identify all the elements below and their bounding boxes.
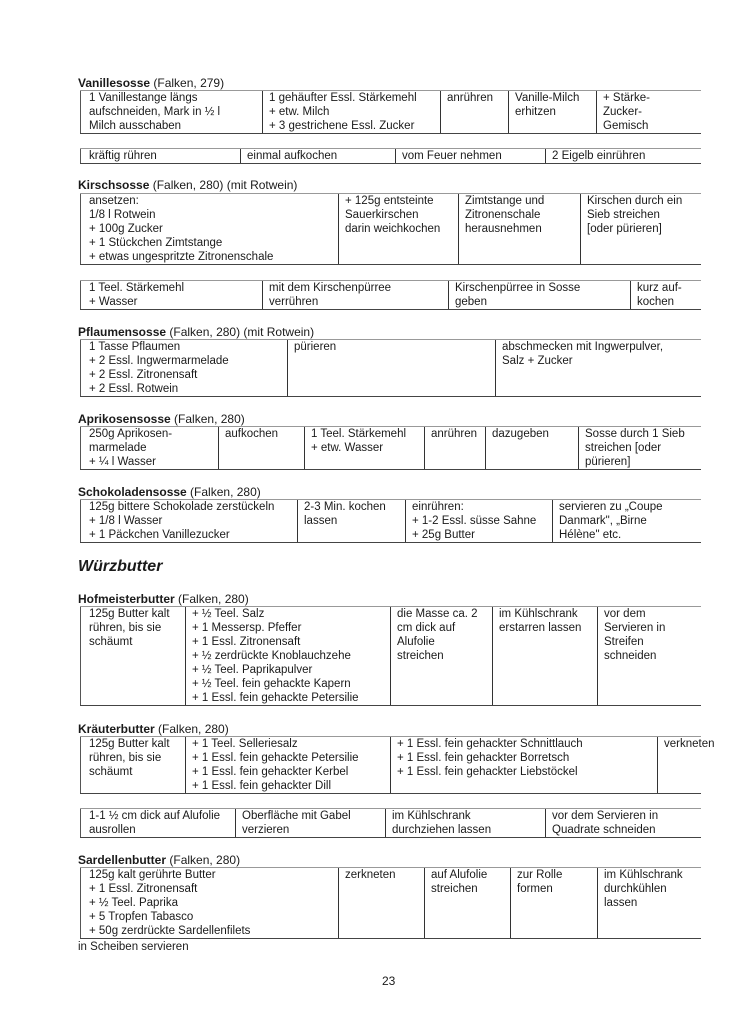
- table-cell: Zimtstange und Zitronenschale herausnehmen: [459, 194, 581, 265]
- table-cell: auf Alufolie streichen: [425, 868, 511, 939]
- recipe-source: (Falken, 280) (mit Rotwein): [166, 325, 315, 339]
- table-cell: kräftig rühren: [81, 149, 241, 164]
- recipe-title: Aprikosensosse: [78, 412, 171, 426]
- recipe-source: (Falken, 280): [170, 412, 245, 426]
- table-cell: zur Rolle formen: [511, 868, 598, 939]
- table-cell: anrühren: [441, 91, 509, 134]
- table-cell: 1 Vanillestange längs aufschneiden, Mark in ½ l Milch ausschaben: [81, 91, 263, 134]
- recipe-title: Kirschsosse: [78, 178, 150, 192]
- aprikosensosse-table: [80, 426, 701, 470]
- table-cell: + 1 Teel. Selleriesalz + 1 Essl. fein gehackte Petersilie + 1 Essl. fein gehackter Kerbel + 1 Essl. fein gehackter Dill: [186, 737, 391, 794]
- recipe-title: Vanillesosse: [78, 76, 151, 90]
- table-cell: verkneten: [658, 737, 701, 794]
- hofmeisterbutter-table: [80, 606, 701, 706]
- table-cell: mit dem Kirschenpürree verrühren: [263, 281, 449, 310]
- table-cell: 2 Eigelb einrühren: [546, 149, 701, 164]
- table-cell: im Kühlschrank durchziehen lassen: [386, 809, 546, 838]
- table-cell: 250g Aprikosen- marmelade + ¼ l Wasser: [81, 427, 219, 470]
- table-row: [81, 281, 701, 310]
- kraeuterbutter-table-2: [80, 808, 701, 838]
- recipe-heading-kirschsosse: [78, 178, 297, 192]
- table-row: [81, 340, 701, 397]
- table-cell: 1 Teel. Stärkemehl + Wasser: [81, 281, 263, 310]
- table-row: [81, 809, 701, 838]
- table-cell: Vanille-Milch erhitzen: [509, 91, 597, 134]
- table-cell: dazugeben: [486, 427, 579, 470]
- recipe-source: (Falken, 280): [174, 592, 249, 606]
- table-cell: Kirschenpürree in Sosse geben: [449, 281, 631, 310]
- table-cell: 1-1 ½ cm dick auf Alufolie ausrollen: [81, 809, 236, 838]
- table-row: [81, 149, 701, 164]
- recipe-title: Hofmeisterbutter: [78, 592, 175, 606]
- table-cell: im Kühlschrank durchkühlen lassen: [598, 868, 701, 939]
- table-cell: 1 Teel. Stärkemehl + etw. Wasser: [305, 427, 425, 470]
- table-row: [81, 91, 701, 134]
- table-cell: 1 Tasse Pflaumen + 2 Essl. Ingwermarmelade + 2 Essl. Zitronensaft + 2 Essl. Rotwein: [81, 340, 288, 397]
- table-cell: einmal aufkochen: [241, 149, 396, 164]
- recipe-title: Sardellenbutter: [78, 853, 167, 867]
- table-cell: aufkochen: [219, 427, 305, 470]
- vanillesosse-table-1: [80, 90, 701, 134]
- table-cell: vom Feuer nehmen: [396, 149, 546, 164]
- table-cell: + ½ Teel. Salz + 1 Messersp. Pfeffer + 1 Essl. Zitronensaft + ½ zerdrückte Knoblauchzehe + ½ Teel. Paprikapulver + ½ Teel. fein gehackte Kapern + 1 Essl. fein gehackte Petersilie: [186, 607, 391, 706]
- table-cell: 2-3 Min. kochen lassen: [298, 500, 406, 543]
- table-cell: vor dem Servieren in Quadrate schneiden: [546, 809, 701, 838]
- table-row: [81, 607, 701, 706]
- table-cell: zerkneten: [339, 868, 425, 939]
- table-cell: + 1 Essl. fein gehackter Schnittlauch + 1 Essl. fein gehackter Borretsch + 1 Essl. fein gehackter Liebstöckel: [391, 737, 658, 794]
- recipe-heading-aprikosensosse: [78, 412, 245, 426]
- kirschsosse-table-2: [80, 280, 701, 310]
- table-cell: 125g kalt gerührte Butter + 1 Essl. Zitronensaft + ½ Teel. Paprika + 5 Tropfen Tabasco + 50g zerdrückte Sardellenfilets: [81, 868, 339, 939]
- table-cell: kurz auf- kochen: [631, 281, 701, 310]
- kirschsosse-table-1: [80, 193, 701, 265]
- table-cell: die Masse ca. 2 cm dick auf Alufolie streichen: [391, 607, 493, 706]
- recipe-source: (Falken, 279): [150, 76, 225, 90]
- recipe-heading-kraeuterbutter: [78, 722, 229, 736]
- recipe-source: (Falken, 280): [154, 722, 229, 736]
- recipe-source: (Falken, 280): [186, 485, 261, 499]
- recipe-heading-vanillesosse: [78, 76, 224, 90]
- table-row: [81, 500, 701, 543]
- table-cell: Kirschen durch ein Sieb streichen [oder pürieren]: [581, 194, 701, 265]
- table-cell: servieren zu „Coupe Danmark", „Birne Hélène" etc.: [553, 500, 701, 543]
- table-cell: 125g bittere Schokolade zerstückeln + 1/8 l Wasser + 1 Päckchen Vanillezucker: [81, 500, 298, 543]
- sardellenbutter-footer-note: in Scheiben servieren: [78, 941, 189, 953]
- section-title-wuerzbutter: Würzbutter: [78, 558, 163, 575]
- table-cell: 125g Butter kalt rühren, bis sie schäumt: [81, 737, 186, 794]
- kraeuterbutter-table-1: [80, 736, 715, 794]
- table-cell: + 125g entsteinte Sauerkirschen darin weichkochen: [339, 194, 459, 265]
- table-cell: 1 gehäufter Essl. Stärkemehl + etw. Milch + 3 gestrichene Essl. Zucker: [263, 91, 441, 134]
- table-cell: 125g Butter kalt rühren, bis sie schäumt: [81, 607, 186, 706]
- recipe-source: (Falken, 280) (mit Rotwein): [149, 178, 298, 192]
- table-row: [81, 737, 701, 794]
- table-cell: anrühren: [425, 427, 486, 470]
- table-row: [81, 427, 701, 470]
- recipe-heading-hofmeisterbutter: [78, 592, 249, 606]
- table-cell: Oberfläche mit Gabel verzieren: [236, 809, 386, 838]
- vanillesosse-table-2: [80, 148, 701, 164]
- schokoladensosse-table: [80, 499, 701, 543]
- table-cell: im Kühlschrank erstarren lassen: [493, 607, 598, 706]
- table-cell: pürieren: [288, 340, 496, 397]
- table-cell: + Stärke- Zucker- Gemisch: [597, 91, 701, 134]
- table-row: [81, 868, 701, 939]
- page-number: 23: [382, 974, 396, 988]
- recipe-title: Pflaumensosse: [78, 325, 167, 339]
- recipe-title: Kräuterbutter: [78, 722, 155, 736]
- recipe-heading-schokoladensosse: [78, 485, 261, 499]
- recipe-source: (Falken, 280): [166, 853, 241, 867]
- table-row: [81, 194, 701, 265]
- table-cell: vor dem Servieren in Streifen schneiden: [598, 607, 701, 706]
- table-cell: abschmecken mit Ingwerpulver, Salz + Zucker: [496, 340, 701, 397]
- table-cell: einrühren: + 1-2 Essl. süsse Sahne + 25g Butter: [406, 500, 553, 543]
- pflaumensosse-table: [80, 339, 701, 397]
- recipe-heading-sardellenbutter: [78, 853, 240, 867]
- recipe-title: Schokoladensosse: [78, 485, 187, 499]
- table-cell: Sosse durch 1 Sieb streichen [oder pürieren]: [579, 427, 701, 470]
- recipe-heading-pflaumensosse: [78, 325, 314, 339]
- sardellenbutter-table: [80, 867, 701, 939]
- table-cell: ansetzen: 1/8 l Rotwein + 100g Zucker + 1 Stückchen Zimtstange + etwas ungespritzte Zitronenschale: [81, 194, 339, 265]
